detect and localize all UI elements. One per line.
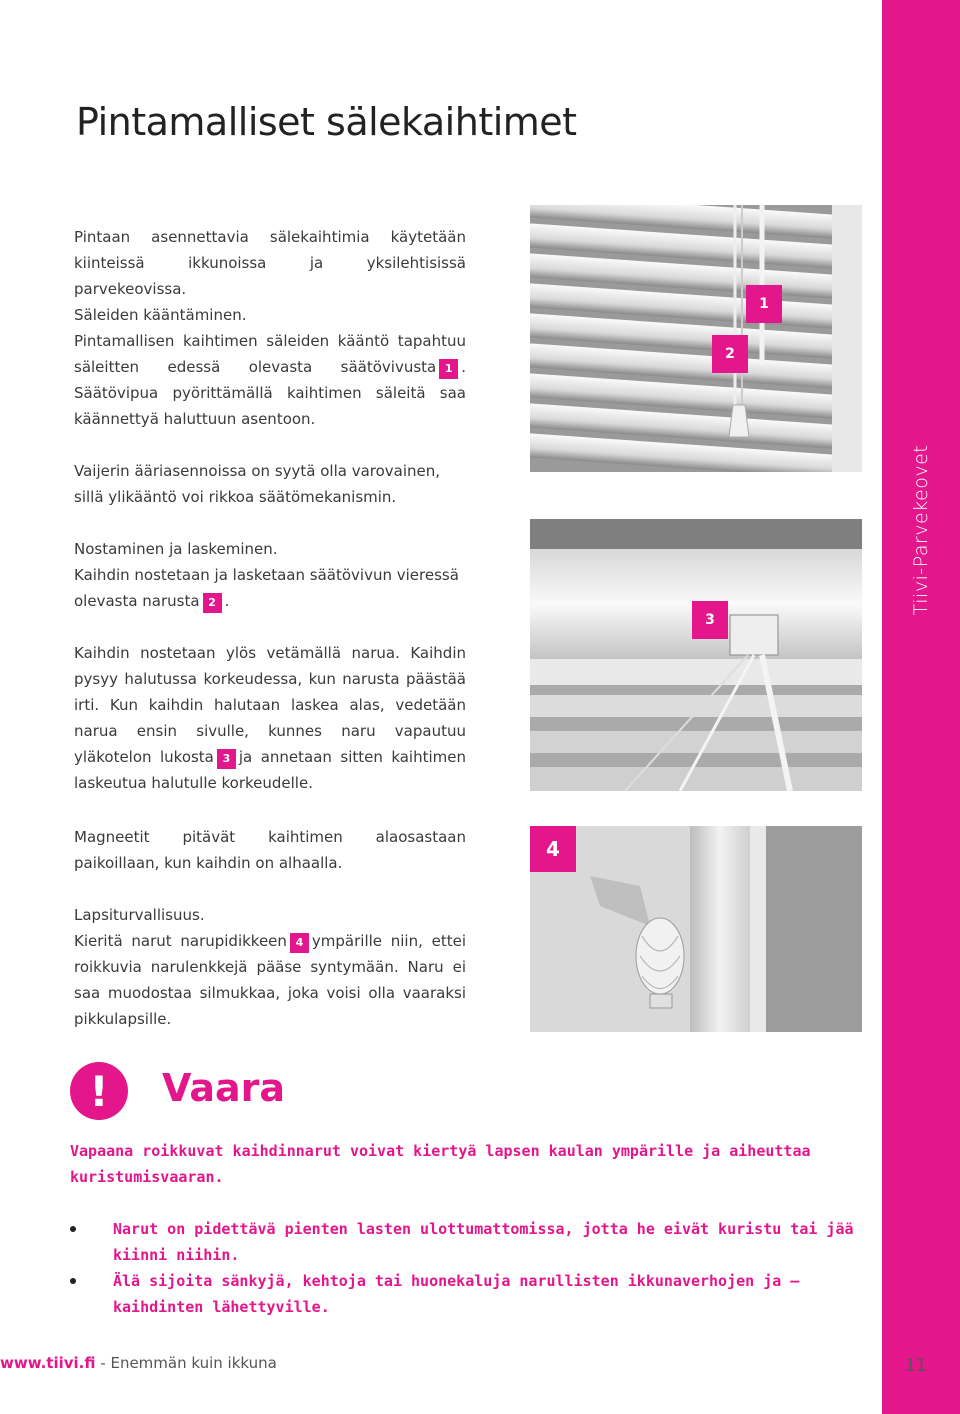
warning-item-1: Narut on pidettävä pienten lasten ulottumattomissa, jotta he eivät kuristu tai jää kiinni niihin.: [113, 1220, 854, 1264]
badge-2: 2: [203, 593, 222, 613]
photo-callout-4: 4: [530, 826, 576, 872]
bullet-dot: [70, 1226, 76, 1232]
footer: [0, 1354, 310, 1372]
photo-callout-2: 2: [712, 335, 748, 373]
safety-section: [74, 902, 466, 1032]
warning-title: Vaara: [162, 1066, 285, 1110]
lifting-text-after: ja annetaan sitten kaihtimen laskeutua halutulle korkeudelle.: [74, 748, 466, 792]
safety-heading: Lapsiturvallisuus.: [74, 906, 205, 924]
photo-callout-3: 3: [692, 601, 728, 639]
raising-text-before: Kaihdin nostetaan ja lasketaan säätövivun vieressä olevasta narusta: [74, 566, 459, 610]
turning-text-after: . Säätövipua pyörittämällä kaihtimen säleitä saa käännettyä haluttuun asentoon.: [74, 358, 466, 428]
badge-3: 3: [217, 749, 236, 769]
side-tab: [882, 0, 960, 1414]
photo-blind-slats: [530, 205, 862, 472]
safety-text-before: Kieritä narut narupidikkeen: [74, 932, 287, 950]
bullet-dot: [70, 1278, 76, 1284]
photo-headrail-lock-image: [530, 519, 862, 791]
photo-callout-1: 1: [746, 285, 782, 323]
safety-text-after: ympärille niin, ettei roikkuvia narulenkkejä pääse syntymään. Naru ei saa muodostaa silmukkaa, joka voisi olla vaaraksi pikkulapsille.: [74, 932, 466, 1028]
photo-cord-holder: [530, 826, 862, 1032]
turning-text: [74, 328, 466, 432]
warning-icon: !: [70, 1062, 128, 1120]
raising-section: [74, 536, 466, 614]
footer-url[interactable]: www.tiivi.fi: [0, 1354, 96, 1372]
photo-headrail-lock: [530, 519, 862, 791]
photo-blind-slats-image: [530, 205, 862, 472]
lifting-paragraph: [74, 640, 466, 796]
page-title: Pintamalliset sälekaihtimet: [76, 100, 577, 144]
side-tab-label: Tiivi-Parvekeovet: [910, 444, 932, 616]
badge-1: 1: [439, 359, 458, 379]
lifting-text-before: Kaihdin nostetaan ylös vetämällä narua. Kaihdin pysyy halutussa korkeudessa, kun narusta päästää irti. Kun kaihdin halutaan laskea alas, vedetään narua ensin sivulle, kunnes naru vapautuu yläkotelon lukosta: [74, 644, 466, 766]
raising-text-after: .: [224, 592, 230, 610]
warning-item-2: Älä sijoita sänkyjä, kehtoja tai huonekaluja narullisten ikkunaverhojen ja –kaihdinten lähettyville.: [113, 1272, 800, 1316]
safety-text: [74, 928, 466, 1032]
warning-lead: Vapaana roikkuvat kaihdinnarut voivat kiertyä lapsen kaulan ympärille ja aiheuttaa kuristumisvaaran.: [70, 1142, 811, 1186]
page-number: 11: [905, 1356, 927, 1376]
footer-tagline: - Enemmän kuin ikkuna: [95, 1354, 277, 1372]
badge-4: 4: [290, 933, 309, 953]
turning-text-before: Pintamallisen kaihtimen säleiden kääntö tapahtuu säleitten edessä olevasta säätövivusta: [74, 332, 466, 376]
raising-text: [74, 562, 466, 614]
caution-paragraph: Vaijerin ääriasennoissa on syytä olla varovainen, sillä ylikääntö voi rikkoa säätömekanismin.: [74, 462, 441, 506]
turning-section: [74, 302, 466, 432]
photo-cord-holder-image: [530, 826, 862, 1032]
magnets-paragraph: Magneetit pitävät kaihtimen alaosastaan paikoillaan, kun kaihdin on alhaalla.: [74, 828, 466, 872]
raising-heading: Nostaminen ja laskeminen.: [74, 540, 278, 558]
intro-paragraph: Pintaan asennettavia sälekaihtimia käytetään kiinteissä ikkunoissa ja yksilehtisissä parvekeovissa.: [74, 228, 466, 298]
turning-heading: Säleiden kääntäminen.: [74, 306, 247, 324]
